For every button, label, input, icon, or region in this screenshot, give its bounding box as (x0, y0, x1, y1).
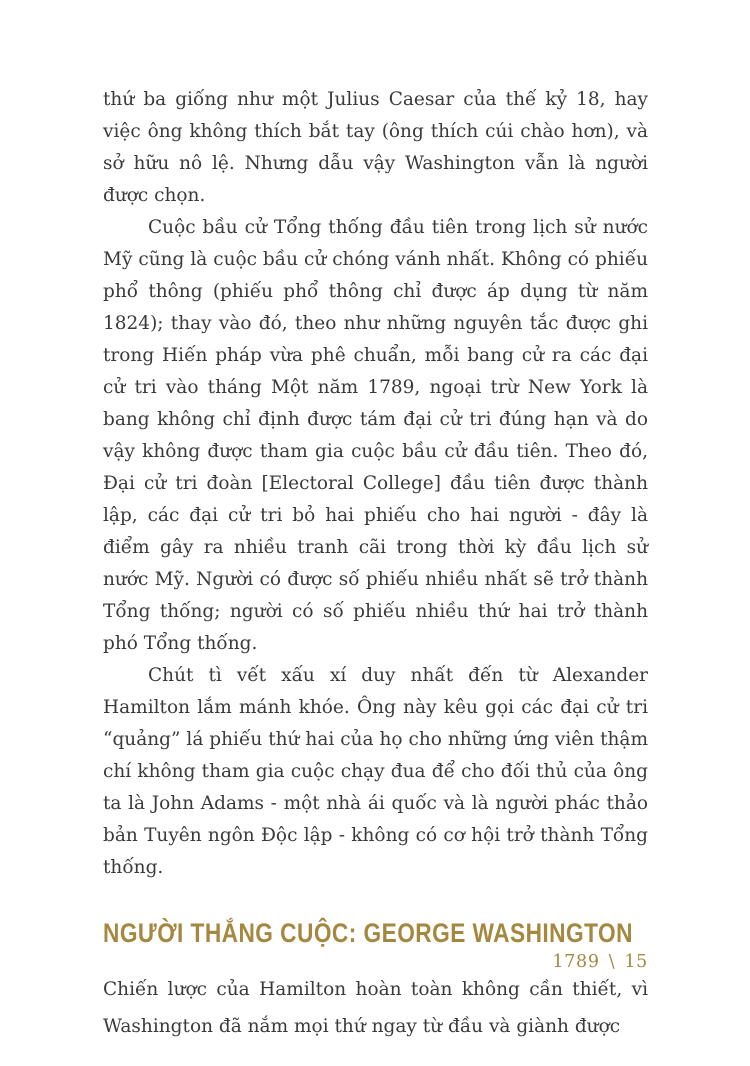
body-paragraph: Chút tì vết xấu xí duy nhất đến từ Alexander Hamilton lắm mánh khóe. Ông này kêu gọi các đại cử tri “quảng” lá phiếu thứ hai của họ cho những ứng viên thậm chí không tham gia cuộc chạy đua để cho đối thủ của ông ta là John Adams - một nhà ái quốc và là người phác thảo bản Tuyên ngôn Độc lập - không có cơ hội trở thành Tổng thống. (103, 665, 648, 878)
page-footer (552, 952, 648, 972)
text-block (103, 84, 648, 1045)
body-paragraph: thứ ba giống như một Julius Caesar của thế kỷ 18, hay việc ông không thích bắt tay (ông thích cúi chào hơn), và sở hữu nô lệ. Nhưng dẫu vậy Washington vẫn là người được chọn. (103, 89, 648, 206)
after-heading-block (103, 971, 648, 1045)
footer-page-number: 15 (624, 952, 648, 972)
footer-separator: \ (608, 952, 616, 972)
body-paragraph: Chiến lược của Hamilton hoàn toàn không cần thiết, vì Washington đã nắm mọi thứ ngay từ đầu và giành được (103, 979, 648, 1037)
body-paragraph: Cuộc bầu cử Tổng thống đầu tiên trong lịch sử nước Mỹ cũng là cuộc bầu cử chóng vánh nhất. Không có phiếu phổ thông (phiếu phổ thông chỉ được áp dụng từ năm 1824); thay vào đó, theo như những nguyên tắc được ghi trong Hiến pháp vừa phê chuẩn, mỗi bang cử ra các đại cử tri vào tháng Một năm 1789, ngoại trừ New York là bang không chỉ định được tám đại cử tri đúng hạn và do vậy không được tham gia cuộc bầu cử đầu tiên. Theo đó, Đại cử tri đoàn [Electoral College] đầu tiên được thành lập, các đại cử tri bỏ hai phiếu cho hai người - đây là điểm gây ra nhiều tranh cãi trong thời kỳ đầu lịch sử nước Mỹ. Người có được số phiếu nhiều nhất sẽ trở thành Tổng thống; người có số phiếu nhiều thứ hai trở thành phó Tổng thống. (103, 217, 648, 654)
section-heading: NGƯỜI THẮNG CUỘC: GEORGE WASHINGTON (103, 918, 633, 948)
footer-chapter-year: 1789 (552, 952, 600, 972)
